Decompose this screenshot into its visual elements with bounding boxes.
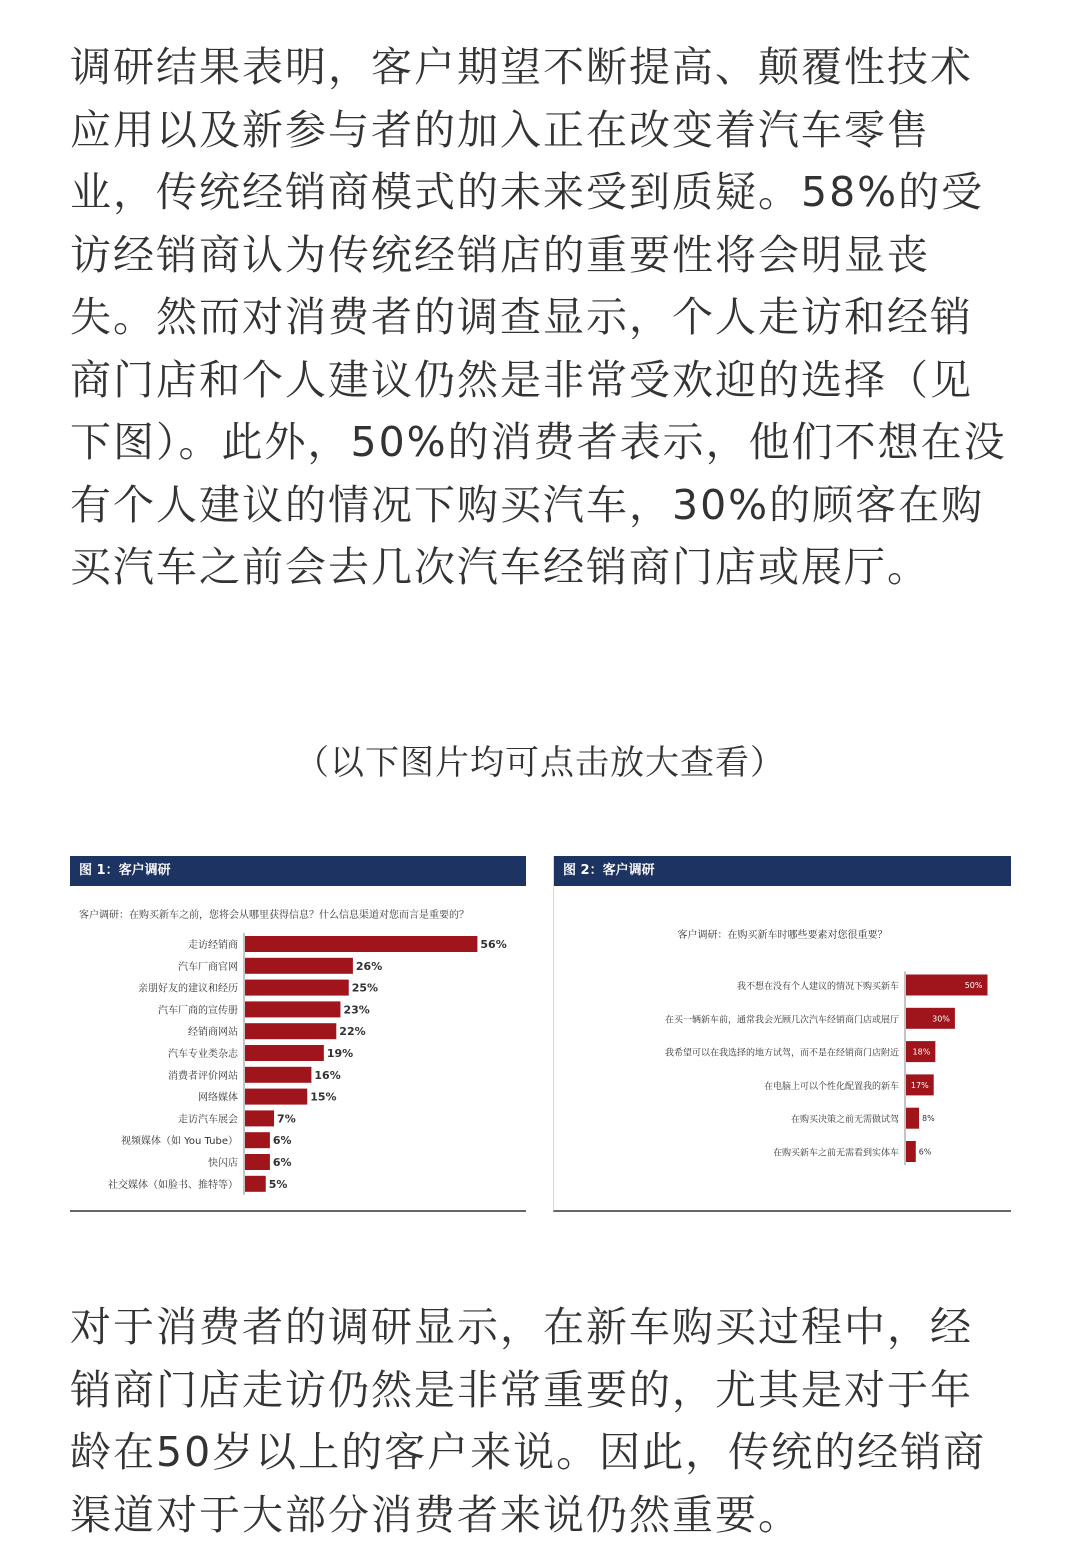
category-label: 社交媒体（如脸书、推特等） [108, 1179, 238, 1191]
data-label: 15% [310, 1090, 337, 1104]
bar [245, 1089, 307, 1105]
category-label: 消费者评价网站 [168, 1070, 238, 1082]
data-label: 5% [268, 1177, 288, 1191]
category-label: 走访经销商 [188, 940, 238, 951]
bar [245, 1045, 324, 1061]
data-label: 17% [910, 1080, 929, 1090]
data-label: 22% [339, 1025, 366, 1039]
data-label: 6% [918, 1147, 932, 1157]
bar [245, 1067, 311, 1083]
figure-2-question: 客户调研：在购买新车时哪些要素对您很重要？ [677, 930, 888, 941]
data-label: 6% [272, 1134, 292, 1148]
category-label: 视频媒体（如 You Tube） [120, 1136, 238, 1148]
data-label: 56% [480, 938, 507, 951]
data-label: 8% [922, 1114, 935, 1124]
category-label: 我不想在没有个人建议的情况下购买新车 [736, 982, 899, 992]
bar [245, 1176, 266, 1192]
category-label: 快闪店 [208, 1158, 238, 1169]
category-label: 汽车专业类杂志 [168, 1049, 238, 1060]
conclusion-paragraph: 对于消费者的调研显示，在新车购买过程中，经销商门店走访仍然是非常重要的，尤其是对于年龄在50岁以上的客户来说。因此，传统的经销商渠道对于大部分消费者来说仍然重要。 [70, 1303, 987, 1539]
data-label: 6% [272, 1156, 292, 1169]
figure-1-bar-chart [70, 856, 526, 1210]
bar [245, 1154, 270, 1170]
data-label: 25% [351, 981, 379, 995]
figure-2-bar-chart [554, 856, 1011, 1210]
bar [906, 1141, 916, 1162]
figure-1-question: 客户调研：在购买新车之前，您将会从哪里获得信息？什么信息渠道对您而言是重要的？ [79, 910, 469, 921]
figure-1-info-sources[interactable] [70, 856, 526, 1212]
data-label: 23% [343, 1003, 370, 1017]
category-label: 在购买新车之前无需看到实体车 [772, 1148, 899, 1159]
category-label: 亲朋好友的建议和经历 [138, 983, 238, 995]
category-label: 我希望可以在我选择的地方试驾，而不是在经销商门店附近 [664, 1048, 899, 1059]
figure-1-title: 图 1：客户调研 [70, 856, 526, 886]
category-label: 网络媒体 [198, 1092, 238, 1104]
data-label: 18% [912, 1047, 931, 1057]
data-label: 50% [964, 981, 983, 990]
bar [245, 1001, 340, 1017]
figure-2-title: 图 2：客户调研 [554, 856, 1011, 886]
bar [245, 1023, 336, 1039]
category-label: 经销商网站 [188, 1027, 238, 1039]
data-label: 26% [355, 959, 383, 973]
bar [245, 980, 349, 996]
category-label: 汽车厂商官网 [178, 961, 238, 973]
image-caption: （以下图片均可点击放大查看） [295, 743, 785, 783]
category-label: 在电脑上可以个性化配置我的新车 [763, 1081, 899, 1092]
data-label: 30% [932, 1014, 950, 1024]
bar [245, 936, 477, 952]
bar [245, 1132, 270, 1148]
data-label: 19% [326, 1047, 354, 1060]
intro-paragraph: 调研结果表明，客户期望不断提高、颠覆性技术应用以及新参与者的加入正在改变着汽车零售业，传统经销商模式的未来受到质疑。58%的受访经销商认为传统经销店的重要性将会明显丧失。然而对消费者的调查显示，个人走访和经销商门店和个人建议仍然是非常受欢迎的选择（见下图）。此外，50%的消费者表示，他们不想在没有个人建议的情况下购买汽车，30%的顾客在购买汽车之前会去几次汽车经销商门店或展厅。 [70, 43, 1007, 591]
data-label: 7% [277, 1112, 296, 1126]
category-label: 走访汽车展会 [178, 1114, 238, 1126]
category-label: 在购买决策之前无需做试驾 [790, 1115, 899, 1126]
category-label: 汽车厂商的宣传册 [158, 1005, 238, 1017]
bar [245, 958, 353, 974]
category-label: 在买一辆新车前，通常我会光顾几次汽车经销商门店或展厅 [664, 1015, 899, 1026]
figure-2-purchase-factors[interactable] [553, 856, 1011, 1212]
data-label: 16% [314, 1068, 341, 1082]
bar [906, 1108, 919, 1129]
bar [245, 1110, 274, 1126]
